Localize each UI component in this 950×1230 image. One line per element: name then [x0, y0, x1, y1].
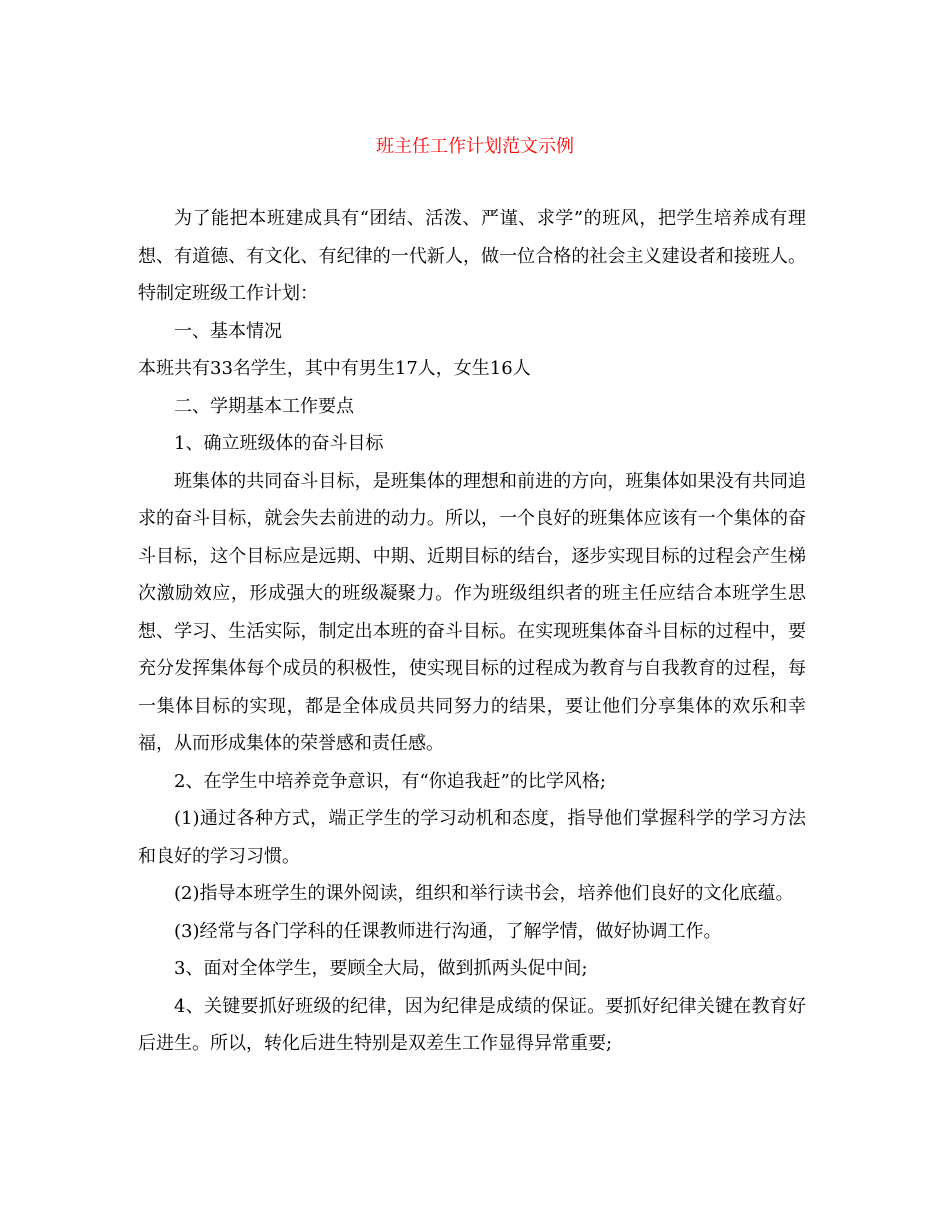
paragraph: 本班共有33名学生，其中有男生17人，女生16人	[138, 358, 531, 379]
subsection-heading: 3、面对全体学生，要顾全大局，做到抓两头促中间;	[174, 958, 588, 979]
paragraph: 班集体的共同奋斗目标，是班集体的理想和前进的方向，班集体如果没有共同追求的奋斗目标，就会失去前进的动力。所以，一个良好的班集体应该有一个集体的奋斗目标，这个目标应是远期、中期、近期目标的结台，逐步实现目标的过程会产生梯次激励效应，形成强大的班级凝聚力。作为班级组织者的班主任应结合本班学生思想、学习、生活实际，制定出本班的奋斗目标。在实现班集体奋斗目标的过程中，要充分发挥集体每个成员的积极性，使实现目标的过程成为教育与自我教育的过程，每一集体目标的实现，都是全体成员共同努力的结果，要让他们分享集体的欢乐和幸福，从而形成集体的荣誉感和责任感。	[138, 470, 806, 754]
subsection-heading: 1、确立班级体的奋斗目标	[174, 433, 384, 454]
document-body	[138, 200, 806, 1063]
paragraph: 为了能把本班建成具有“团结、活泼、严谨、求学”的班风，把学生培养成有理想、有道德、有文化、有纪律的一代新人，做一位合格的社会主义建设者和接班人。特制定班级工作计划：	[138, 208, 806, 304]
list-item: (3)经常与各门学科的任课教师进行沟通，了解学情，做好协调工作。	[174, 920, 722, 942]
subsection-heading: 4、关键要抓好班级的纪律，因为纪律是成绩的保证。要抓好纪律关键在教育好后进生。所以，转化后进生特别是双差生工作显得异常重要;	[138, 995, 806, 1054]
list-item: (2)指导本班学生的课外阅读，组织和举行读书会，培养他们良好的文化底蕴。	[174, 883, 794, 904]
subsection-heading: 2、在学生中培养竞争意识，有“你追我赶”的比学风格;	[174, 770, 606, 792]
document-title: 班主任工作计划范文示例	[376, 136, 574, 157]
section-heading: 二、学期基本工作要点	[174, 395, 354, 417]
section-heading: 一、基本情况	[174, 320, 282, 342]
list-item: (1)通过各种方式，端正学生的学习动机和态度，指导他们掌握科学的学习方法和良好的学习习惯。	[138, 808, 806, 867]
